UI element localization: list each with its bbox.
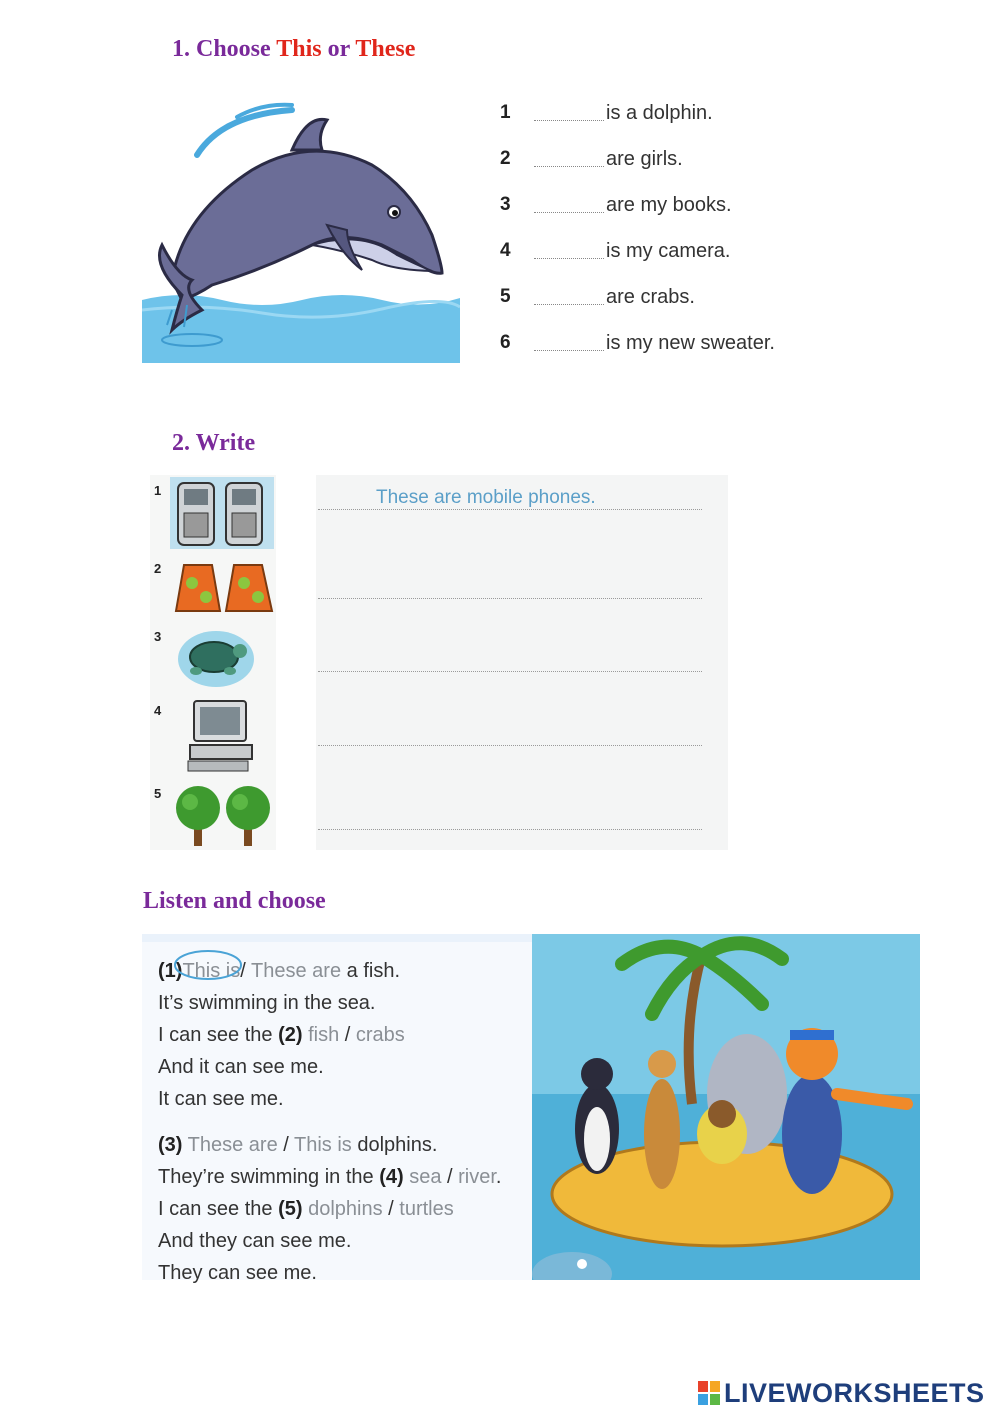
sentence-row-4: 4 is my camera. [500, 236, 730, 266]
answer-circle-icon [172, 948, 244, 982]
poem-line [158, 1088, 284, 1111]
answer-option[interactable]: fish [302, 1024, 340, 1046]
answer-blank-5[interactable] [534, 290, 604, 305]
answer-input-4[interactable] [534, 248, 608, 264]
poem-text-segment: / [339, 1024, 356, 1046]
answer-blank-3[interactable] [534, 198, 604, 213]
island-characters-icon [532, 934, 920, 1280]
poem-text-segment: / [240, 960, 252, 982]
island-scene [532, 934, 920, 1280]
poem-line [158, 1134, 437, 1157]
poem-text-segment: It can see me. [158, 1088, 284, 1110]
sentence-row-2: 2 are girls. [500, 144, 683, 174]
write-input-2[interactable] [322, 571, 706, 599]
answer-input-5[interactable] [534, 294, 608, 310]
sentence-row-1: 1 is a dolphin. [500, 98, 713, 128]
poem-text-segment: I can see the [158, 1198, 279, 1220]
write-input-3[interactable] [322, 643, 706, 671]
sentence-row-3: 3 are my books. [500, 190, 732, 220]
example-answer: These are mobile phones. [376, 487, 596, 508]
poem-text-segment: dolphins. [351, 1134, 438, 1156]
poem-line [158, 1262, 317, 1285]
poem-text-segment: It’s swimming in the sea. [158, 992, 376, 1014]
poem-line [158, 1024, 405, 1047]
section2-title: 2. Write [172, 430, 256, 456]
answer-input-1[interactable] [534, 110, 608, 126]
picture-row-2: 2 [150, 555, 276, 625]
answer-option[interactable]: These are [182, 1134, 278, 1156]
answer-option[interactable]: This is [182, 960, 241, 982]
write-line-3 [318, 671, 702, 672]
answer-input-3[interactable] [534, 202, 608, 218]
poem-text-segment: . [495, 1166, 502, 1188]
poem-text-segment: (3) [158, 1134, 183, 1156]
poem-text-segment: (5) [278, 1198, 303, 1220]
answer-option[interactable]: This is [294, 1134, 352, 1156]
write-line-4 [318, 745, 702, 746]
write-input-4[interactable] [322, 717, 706, 745]
picture-row-1: 1 [150, 477, 276, 547]
dolphin-icon [142, 95, 460, 363]
poem-card [142, 942, 532, 1284]
write-line-1 [318, 509, 702, 510]
computer-icon [186, 697, 258, 777]
answer-option[interactable]: turtles [399, 1198, 454, 1220]
sentence-row-6: 6 is my new sweater. [500, 328, 775, 358]
answer-blank-2[interactable] [534, 152, 604, 167]
answer-option[interactable]: crabs [355, 1024, 405, 1046]
turtle-icon [176, 623, 256, 689]
answer-option[interactable]: sea [403, 1166, 442, 1188]
poem-text-segment: / [382, 1198, 400, 1220]
poem-text-segment: They’re swimming in the [158, 1166, 380, 1188]
poem-line [158, 1230, 351, 1253]
poem-text-segment: And it can see me. [158, 1056, 324, 1078]
answer-blank-1[interactable] [534, 106, 604, 121]
write-answer-area [316, 475, 728, 850]
section3-title: Listen and choose [143, 888, 326, 914]
liveworksheets-logo-icon [698, 1381, 720, 1405]
liveworksheets-logo: LIVEWORKSHEETS [698, 1378, 985, 1408]
poem-text-segment: / [277, 1134, 295, 1156]
poem-line [158, 992, 376, 1015]
answer-input-6[interactable] [534, 340, 608, 356]
poem-text-segment: And they can see me. [158, 1230, 352, 1252]
poem-text-segment: (2) [278, 1024, 303, 1046]
answer-input-2[interactable] [534, 156, 608, 172]
write-line-5 [318, 829, 702, 830]
picture-row-5: 5 [150, 780, 276, 850]
poem-text-segment: ) [175, 960, 183, 982]
poem-text-segment: They can see me. [158, 1262, 317, 1284]
mobile-phones-icon [170, 477, 274, 549]
poem-text-segment: ( [158, 960, 165, 982]
answer-blank-4[interactable] [534, 244, 604, 259]
answer-blank-6[interactable] [534, 336, 604, 351]
write-line-2 [318, 598, 702, 599]
answer-option[interactable]: river [458, 1166, 496, 1188]
trees-icon [174, 782, 274, 850]
picture-row-4: 4 [150, 697, 276, 767]
poem-line [158, 1056, 324, 1079]
answer-option[interactable]: These are [251, 960, 342, 982]
section1-title: 1. Choose This or These [172, 36, 416, 62]
picture-row-3: 3 [150, 623, 276, 693]
poem-line [158, 1166, 501, 1189]
poem-line [158, 1198, 454, 1221]
poem-text-segment: a fish. [341, 960, 401, 982]
listen-panel [142, 934, 920, 1284]
answer-option[interactable]: dolphins [302, 1198, 383, 1220]
poem-text-segment: / [441, 1166, 459, 1188]
poem-text-segment: I can see the [158, 1024, 279, 1046]
skirts-icon [172, 561, 276, 617]
dolphin-illustration [142, 95, 460, 363]
poem-text-segment: 1 [164, 960, 176, 982]
picture-column [150, 475, 276, 850]
poem-text-segment: (4) [379, 1166, 404, 1188]
write-input-5[interactable] [322, 801, 706, 829]
sentence-row-5: 5 are crabs. [500, 282, 695, 312]
